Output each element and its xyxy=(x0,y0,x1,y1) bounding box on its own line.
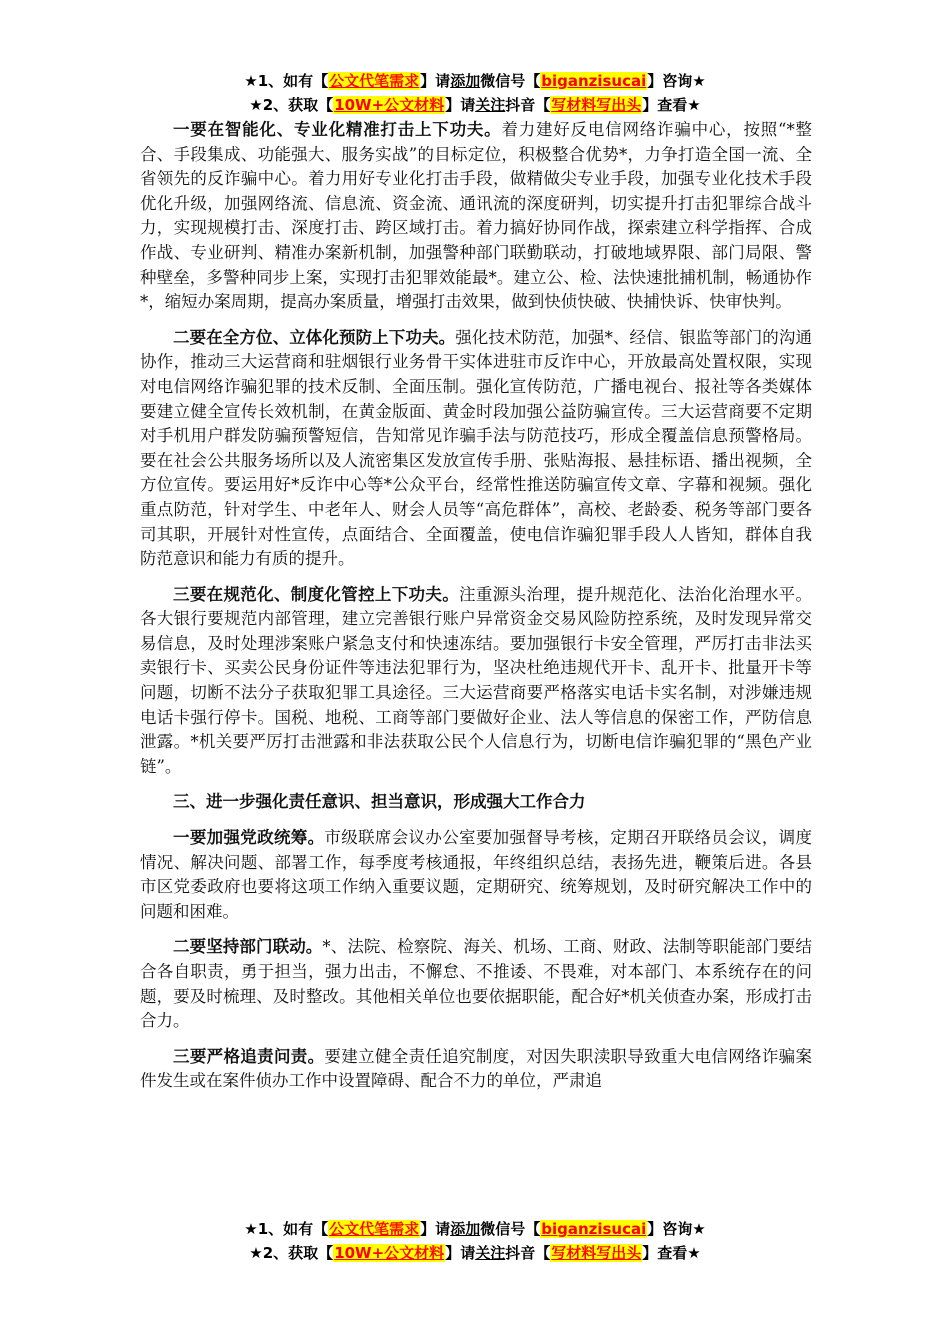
banner-text: ★2、获取【 xyxy=(249,96,334,114)
promo-banner-bottom-line1 xyxy=(0,1218,950,1240)
highlight-text: 10W+公文材料 xyxy=(334,1244,445,1262)
paragraph xyxy=(140,118,812,315)
highlight-text: 公文代笔需求 xyxy=(329,72,420,90)
paragraph-text: *、法院、检察院、海关、机场、工商、财政、法制等职能部门要结合各自职责，勇于担当，强力出击，不懈怠、不推诿、不畏难，对本部门、本系统存在的问题，要及时梳理、及时整改。其他相关单位也要依据职能，配合好*机关侦查办案，形成打击合力。 xyxy=(140,937,813,1031)
highlight-text: biganzisucai xyxy=(541,1220,647,1238)
paragraph-text: 强化技术防范，加强*、经信、银监等部门的沟通协作，推动三大运营商和驻烟银行业务骨干实体进驻市反诈中心，开放最高处置权限，实现对电信网络诈骗犯罪的技术反制、全面压制。强化宣传防范，广播电视台、报社等各类媒体要建立健全宣传长效机制，在黄金版面、黄金时段加强公益防骗宣传。三大运营商要不定期对手机用户群发防骗预警短信，告知常见诈骗手法与防范技巧，形成全覆盖信息预警格局。要在社会公共服务场所以及人流密集区发放宣传手册、张贴海报、悬挂标语、播出视频，全方位宣传。要运用好*反诈中心等*公众平台，经常性推送防骗宣传文章、字幕和视频。强化重点防范，针对学生、中老年人、财会人员等“高危群体”，高校、老龄委、税务等部门要各司其职，开展针对性宣传，点面结合、全面覆盖，使电信诈骗犯罪手段人人皆知，群体自我防范意识和能力有质的提升。 xyxy=(140,327,813,569)
paragraph xyxy=(140,1045,812,1094)
highlight-text: biganzisucai xyxy=(541,72,647,90)
banner-text: 】请 xyxy=(445,1244,476,1262)
banner-text: 抖音【 xyxy=(505,96,551,114)
banner-text: 】请 xyxy=(420,72,451,90)
paragraph xyxy=(140,935,812,1033)
banner-text: 】咨询★ xyxy=(647,72,706,90)
banner-text: 】查看★ xyxy=(642,1244,701,1262)
banner-text: ★1、如有【 xyxy=(244,72,329,90)
banner-text: ★1、如有【 xyxy=(244,1220,329,1238)
banner-text: 抖音【 xyxy=(505,1244,551,1262)
promo-banner-bottom-line2 xyxy=(0,1242,950,1264)
paragraph-lead: 三要严格追责问责。 xyxy=(173,1046,325,1066)
paragraph-lead: 三要在规范化、制度化管控上下功夫。 xyxy=(173,584,460,604)
paragraph-text: 市级联席会议办公室要加强督导考核，定期召开联络员会议，调度情况、解决问题、部署工作，每季度考核通报，年终组织总结，表扬先进，鞭策后进。各县市区党委政府也要将这项工作纳入重要议题，定期研究、统筹规划，及时研究解决工作中的问题和困难。 xyxy=(140,828,813,921)
banner-text: 微信号【 xyxy=(480,1220,541,1238)
promo-banner-top-line2 xyxy=(0,94,950,116)
paragraph-lead: 二要坚持部门联动。 xyxy=(173,937,323,957)
banner-text: 】咨询★ xyxy=(647,1220,706,1238)
underlined-text: 关注 xyxy=(475,1244,506,1262)
paragraph-text: 着力建好反电信网络诈骗中心，按照“*整合、手段集成、功能强大、服务实战”的目标定位，积极整合优势*，力争打造全国一流、全省领先的反诈骗中心。着力用好专业化打击手段，做精做尖专业手段，加强专业化技术手段优化升级，加强网络流、信息流、资金流、通讯流的深度研判，切实提升打击犯罪综合战斗力，实现规模打击、深度打击、跨区域打击。着力搞好协同作战，探索建立科学指挥、合成作战、专业研判、精准办案新机制，加强警种部门联勤联动，打破地域界限、部门局限、警种壁垒，多警种同步上案，实现打击犯罪效能最*。建立公、检、法快速批捕机制，畅通协作*，缩短办案周期，提高办案质量，增强打击效果，做到快侦快破、快捕快诉、快审快判。 xyxy=(140,120,813,312)
paragraph-lead: 一要加强党政统筹。 xyxy=(173,828,325,848)
underlined-text: 关注 xyxy=(475,96,506,114)
promo-banner-top-line1 xyxy=(0,70,950,92)
highlight-text: 10W+公文材料 xyxy=(334,96,445,114)
highlight-text: 公文代笔需求 xyxy=(329,1220,420,1238)
highlight-text: 写材料写出头 xyxy=(551,1244,642,1262)
paragraph-lead: 二要在全方位、立体化预防上下功夫。 xyxy=(173,327,456,347)
banner-text: 微信号【 xyxy=(480,72,541,90)
document-body xyxy=(140,118,812,1094)
paragraph-text: 要建立健全责任追究制度，对因失职渎职导致重大电信网络诈骗案件发生或在案件侦办工作中设置障碍、配合不力的单位，严肃追 xyxy=(140,1046,813,1091)
underlined-text: 添加 xyxy=(450,72,481,90)
section-heading: 三、进一步强化责任意识、担当意识，形成强大工作合力 xyxy=(173,792,586,812)
underlined-text: 添加 xyxy=(450,1220,481,1238)
banner-text: ★2、获取【 xyxy=(249,1244,334,1262)
banner-text: 】请 xyxy=(445,96,476,114)
highlight-text: 写材料写出头 xyxy=(551,96,642,114)
banner-text: 】请 xyxy=(420,1220,451,1238)
banner-text: 】查看★ xyxy=(642,96,701,114)
paragraph-lead: 一要在智能化、专业化精准打击上下功夫。 xyxy=(173,120,502,139)
paragraph-text: 注重源头治理，提升规范化、法治化治理水平。各大银行要规范内部管理，建立完善银行账户异常资金交易风险防控系统，及时发现异常交易信息，及时处理涉案账户紧急支付和快速冻结。要加强银行卡安全管理，严厉打击非法买卖银行卡、买卖公民身份证件等违法犯罪行为，坚决杜绝违规代开卡、乱开卡、批量开卡等问题，切断不法分子获取犯罪工具途径。三大运营商要严格落实电话卡实名制，对涉嫌违规电话卡强行停卡。国税、地税、工商等部门要做好企业、法人等信息的保密工作，严防信息泄露。*机关要严厉打击泄露和非法获取公民个人信息行为，切断电信诈骗犯罪的“黑色产业链”。 xyxy=(140,584,813,776)
paragraph xyxy=(140,583,812,780)
paragraph xyxy=(140,326,812,572)
paragraph xyxy=(140,826,812,924)
